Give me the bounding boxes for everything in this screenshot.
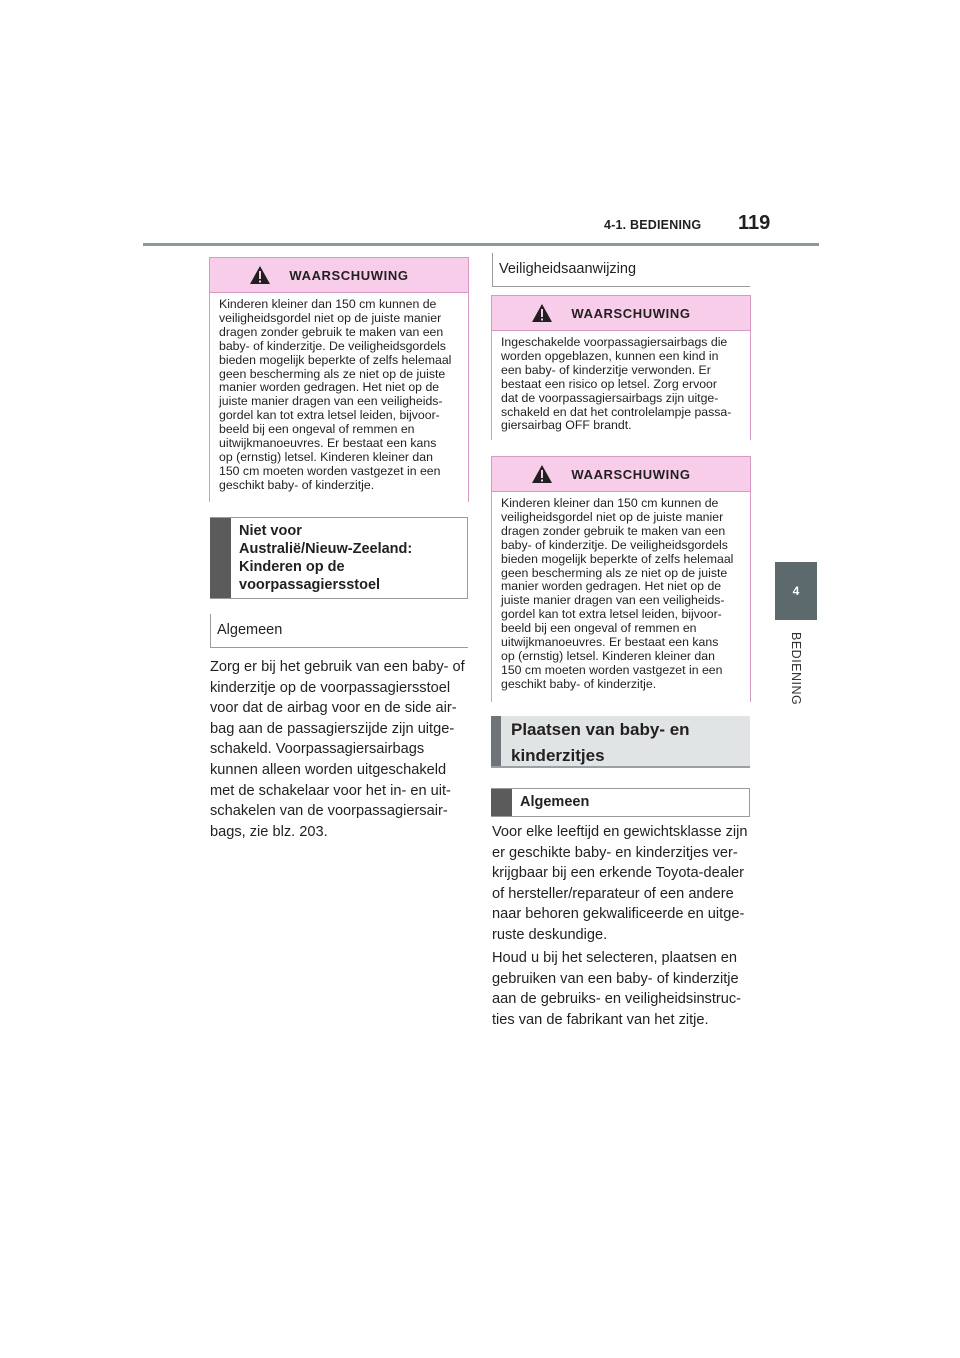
warning-line: schakeld en dat het controlelampje passa- <box>501 404 732 419</box>
chapter-tab-label <box>775 632 817 722</box>
warning-line: giersairbag OFF brandt. <box>501 418 632 433</box>
warning-line: geschikt baby- of kinderzitje. <box>219 477 375 492</box>
warning-line: Kinderen kleiner dan 150 cm kunnen de <box>501 496 719 510</box>
warning-line: dat de voorpassagiersairbags zijn uitge- <box>501 390 719 405</box>
paragraph-line: ties van de fabrikant van het zitje. <box>492 1011 709 1028</box>
heading-veiligheidsaanwijzing <box>492 253 750 287</box>
warning-text <box>492 330 750 440</box>
warning-text <box>492 491 750 702</box>
section-heading-line: Plaatsen van baby- en <box>511 720 690 739</box>
warning-box <box>491 456 751 702</box>
paragraph-line: naar behoren gekwalificeerde en uitge- <box>492 906 745 923</box>
paragraph-line: gebruiken van een baby- of kinderzitje <box>492 970 739 987</box>
warning-line: baby- of kinderzitje. De veiligheidsgordels <box>501 537 728 552</box>
subheading-line: Kinderen op de <box>239 559 345 575</box>
warning-box <box>209 257 469 502</box>
warning-text <box>210 292 468 502</box>
paragraph-airbag-uitschakelen <box>210 657 475 842</box>
warning-line: geschikt baby- of kinderzitje. <box>501 676 657 691</box>
warning-line: juiste manier dragen van een veiligheids- <box>501 593 725 608</box>
warning-line: beeld bij een ongeval of remmen en <box>501 621 697 636</box>
subheading-line: Niet voor <box>239 523 302 539</box>
section-heading-line: kinderzitjes <box>511 746 605 765</box>
paragraph-line: schakelen van de voorpassagiersair- <box>210 803 448 820</box>
subheading-line: voorpassagiersstoel <box>239 577 381 593</box>
paragraph-line: Voor elke leeftijd en gewichtsklasse zijn <box>492 824 748 840</box>
paragraph-line: krijgbaar bij een erkende Toyota-dealer <box>492 865 745 882</box>
warning-line: gordel kan tot extra letsel leiden, bijvoor- <box>219 408 440 423</box>
warning-line: op (ernstig) letsel. Kinderen kleiner dan <box>501 648 715 663</box>
chapter-tab: 4 <box>775 562 817 620</box>
subheading-niet-voor-australie <box>210 517 468 599</box>
paragraph-line: of hersteller/reparateur of een andere <box>492 885 734 902</box>
warning-line: Kinderen kleiner dan 150 cm kunnen de <box>219 297 437 311</box>
section-heading-text <box>501 716 700 766</box>
warning-title: WAARSCHUWING <box>289 267 409 283</box>
warning-line: een baby- of kinderzitje verwonden. Er <box>501 362 711 377</box>
warning-line: manier worden gedragen. Het niet op de <box>501 579 722 594</box>
paragraph-line: bags, zie blz. 203. <box>210 823 328 840</box>
paragraph-line: kunnen alleen worden uitgeschakeld <box>210 761 447 778</box>
warning-line: bieden mogelijk beperkte of zelfs helemaal <box>501 551 734 566</box>
paragraph-line: er geschikte baby- en kinderzitjes ver- <box>492 844 738 861</box>
warning-line: manier worden gedragen. Het niet op de <box>219 380 440 395</box>
warning-line: gordel kan tot extra letsel leiden, bijvoor- <box>501 607 722 622</box>
header-rule <box>143 243 819 246</box>
paragraph-instructies-fabrikant <box>492 948 757 1030</box>
warning-box <box>491 295 751 440</box>
subheading-text: Algemeen <box>520 794 590 810</box>
warning-header <box>210 258 468 292</box>
page-number: 119 <box>738 212 771 234</box>
section-heading-plaatsen-kinderzitjes <box>491 716 750 768</box>
subheading-algemeen <box>491 788 750 817</box>
heading-algemeen-text: Algemeen <box>217 622 283 638</box>
warning-line: bieden mogelijk beperkte of zelfs helemaal <box>219 352 452 367</box>
paragraph-line: schakeld. Voorpassagiersairbags <box>210 741 425 758</box>
subheading-line: Australië/Nieuw-Zeeland: <box>239 541 413 557</box>
paragraph-line: met de schakelaar voor het in- en uit- <box>210 782 451 799</box>
paragraph-line: kinderzitje op de voorpassagiersstoel <box>210 679 451 696</box>
warning-triangle-icon <box>531 303 553 323</box>
subheading-text <box>231 518 420 598</box>
warning-triangle-icon <box>249 265 271 285</box>
paragraph-line: ruste deskundige. <box>492 926 608 943</box>
warning-line: op (ernstig) letsel. Kinderen kleiner dan <box>219 449 433 464</box>
section-label: 4-1. BEDIENING <box>604 218 702 232</box>
warning-line: veiligheidsgordel niet op de juiste manier <box>501 509 724 524</box>
warning-line: dragen zonder gebruik te maken van een <box>219 324 444 339</box>
warning-line: uitwijkmanoeuvres. Er bestaat een kans <box>219 436 437 451</box>
warning-header <box>492 457 750 491</box>
warning-line: baby- of kinderzitje. De veiligheidsgordels <box>219 338 446 353</box>
paragraph-line: voor dat de airbag voor en de side air- <box>210 700 457 717</box>
warning-line: juiste manier dragen van een veiligheids- <box>219 394 443 409</box>
paragraph-line: Houd u bij het selecteren, plaatsen en <box>492 950 738 966</box>
warning-line: 150 cm moeten worden vastgezet in een <box>219 463 441 478</box>
warning-triangle-icon <box>531 464 553 484</box>
warning-line: geen bescherming als ze niet op de juiste <box>501 565 728 580</box>
warning-title: WAARSCHUWING <box>571 466 691 482</box>
paragraph-line: aan de gebruiks- en veiligheidsinstruc- <box>492 991 742 1008</box>
warning-line: beeld bij een ongeval of remmen en <box>219 422 415 437</box>
warning-line: worden opgeblazen, kunnen een kind in <box>501 348 719 363</box>
heading-veiligheidsaanwijzing-text: Veiligheidsaanwijzing <box>499 261 637 277</box>
paragraph-line: Zorg er bij het gebruik van een baby- of <box>210 659 465 675</box>
warning-line: dragen zonder gebruik te maken van een <box>501 523 726 538</box>
paragraph-line: bag aan de passagierszijde zijn uitge- <box>210 720 455 737</box>
paragraph-kinderzitjes-verkrijgbaar <box>492 822 757 946</box>
warning-line: geen bescherming als ze niet op de juiste <box>219 366 446 381</box>
heading-algemeen <box>210 614 468 648</box>
warning-line: bestaat een risico op letsel. Zorg ervoor <box>501 376 717 391</box>
subheading-bar <box>210 518 231 598</box>
warning-line: Ingeschakelde voorpassagiersairbags die <box>501 335 728 349</box>
warning-line: 150 cm moeten worden vastgezet in een <box>501 662 723 677</box>
subheading-bar <box>491 789 512 816</box>
warning-header <box>492 296 750 330</box>
warning-line: veiligheidsgordel niet op de juiste manier <box>219 310 442 325</box>
section-heading-bar <box>491 716 501 766</box>
warning-title: WAARSCHUWING <box>571 305 691 321</box>
warning-line: uitwijkmanoeuvres. Er bestaat een kans <box>501 635 719 650</box>
chapter-tab-label-text: BEDIENING <box>789 632 803 706</box>
